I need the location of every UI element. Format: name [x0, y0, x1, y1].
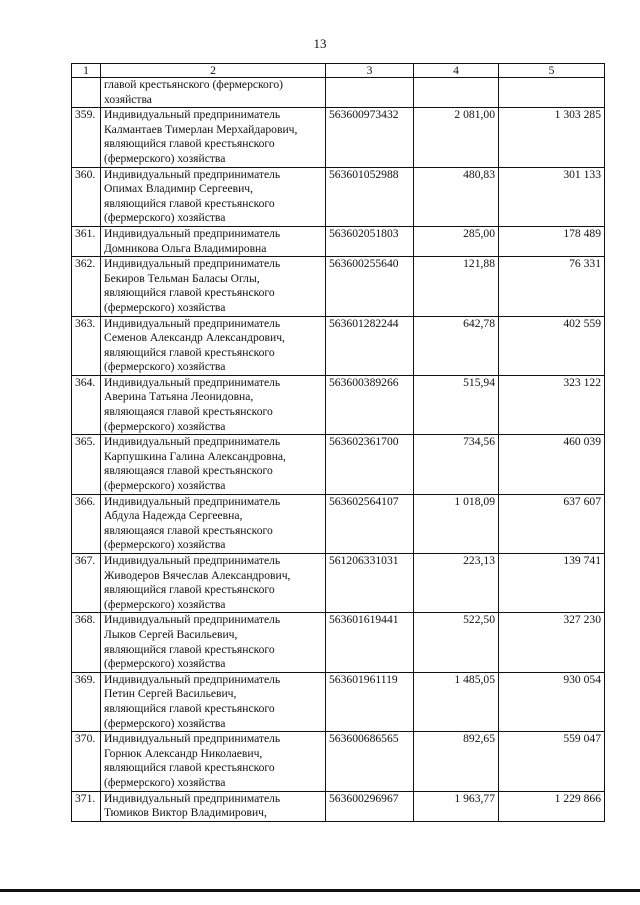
row-number-cell: 362.	[72, 257, 101, 316]
entrepreneur-name-cell: Индивидуальный предприниматель Абдула Надежда Сергеевна, являющаяся главой крестьянского (фермерского) хозяйства	[101, 494, 326, 553]
area-cell: 734,56	[414, 435, 499, 494]
inn-cell: 563601052988	[326, 167, 414, 226]
inn-cell: 563602361700	[326, 435, 414, 494]
row-number-cell: 366.	[72, 494, 101, 553]
entrepreneur-name-cell: Индивидуальный предприниматель Бекиров Тельман Баласы Оглы, являющийся главой крестьянского (фермерского) хозяйства	[101, 257, 326, 316]
amount-cell: 1 303 285	[499, 108, 605, 167]
table-row	[72, 226, 605, 256]
row-number-cell: 361.	[72, 226, 101, 256]
area-cell: 515,94	[414, 375, 499, 434]
amount-cell	[499, 78, 605, 108]
entrepreneur-name-cell: главой крестьянского (фермерского) хозяйства	[101, 78, 326, 108]
entrepreneur-name-cell: Индивидуальный предприниматель Семенов Александр Александрович, являющийся главой крестьянского (фермерского) хозяйства	[101, 316, 326, 375]
row-number-cell: 365.	[72, 435, 101, 494]
amount-cell: 402 559	[499, 316, 605, 375]
header-col-4: 4	[414, 64, 499, 78]
entrepreneur-name-cell: Индивидуальный предприниматель Тюмиков Виктор Владимирович,	[101, 791, 326, 821]
inn-cell: 563601282244	[326, 316, 414, 375]
table-row	[72, 78, 605, 108]
amount-cell: 1 229 866	[499, 791, 605, 821]
area-cell: 522,50	[414, 613, 499, 672]
amount-cell: 139 741	[499, 554, 605, 613]
inn-cell: 561206331031	[326, 554, 414, 613]
table-body	[72, 78, 605, 822]
table-row	[72, 375, 605, 434]
entrepreneur-name-cell: Индивидуальный предприниматель Петин Сергей Васильевич, являющийся главой крестьянского (фермерского) хозяйства	[101, 672, 326, 731]
area-cell: 223,13	[414, 554, 499, 613]
header-col-3: 3	[326, 64, 414, 78]
header-col-1: 1	[72, 64, 101, 78]
entrepreneur-name-cell: Индивидуальный предприниматель Калмантаев Тимерлан Мерхайдарович, являющийся главой крестьянского (фермерского) хозяйства	[101, 108, 326, 167]
inn-cell: 563601961119	[326, 672, 414, 731]
table-row	[72, 108, 605, 167]
header-col-2: 2	[101, 64, 326, 78]
entrepreneur-name-cell: Индивидуальный предприниматель Аверина Татьяна Леонидовна, являющаяся главой крестьянского (фермерского) хозяйства	[101, 375, 326, 434]
entrepreneur-name-cell: Индивидуальный предприниматель Опимах Владимир Сергеевич, являющийся главой крестьянского (фермерского) хозяйства	[101, 167, 326, 226]
area-cell: 480,83	[414, 167, 499, 226]
inn-cell: 563600389266	[326, 375, 414, 434]
area-cell: 892,65	[414, 732, 499, 791]
entrepreneur-name-cell: Индивидуальный предприниматель Домникова Ольга Владимировна	[101, 226, 326, 256]
header-row	[72, 64, 605, 78]
area-cell: 285,00	[414, 226, 499, 256]
inn-cell: 563600686565	[326, 732, 414, 791]
row-number-cell: 371.	[72, 791, 101, 821]
table-row	[72, 494, 605, 553]
table-row	[72, 167, 605, 226]
row-number-cell: 363.	[72, 316, 101, 375]
inn-cell	[326, 78, 414, 108]
amount-cell: 178 489	[499, 226, 605, 256]
amount-cell: 323 122	[499, 375, 605, 434]
row-number-cell: 367.	[72, 554, 101, 613]
row-number-cell: 369.	[72, 672, 101, 731]
area-cell: 1 963,77	[414, 791, 499, 821]
bottom-rule	[0, 889, 640, 892]
row-number-cell	[72, 78, 101, 108]
header-col-5: 5	[499, 64, 605, 78]
table-row	[72, 732, 605, 791]
table-row	[72, 316, 605, 375]
table-row	[72, 791, 605, 821]
inn-cell: 563600255640	[326, 257, 414, 316]
area-cell	[414, 78, 499, 108]
area-cell: 121,88	[414, 257, 499, 316]
table-row	[72, 672, 605, 731]
row-number-cell: 370.	[72, 732, 101, 791]
amount-cell: 930 054	[499, 672, 605, 731]
table-header	[72, 64, 605, 78]
table-row	[72, 554, 605, 613]
entrepreneur-name-cell: Индивидуальный предприниматель Лыков Сергей Васильевич, являющийся главой крестьянского (фермерского) хозяйства	[101, 613, 326, 672]
amount-cell: 559 047	[499, 732, 605, 791]
inn-cell: 563600973432	[326, 108, 414, 167]
entrepreneur-name-cell: Индивидуальный предприниматель Карпушкина Галина Александровна, являющаяся главой крестьянского (фермерского) хозяйства	[101, 435, 326, 494]
amount-cell: 301 133	[499, 167, 605, 226]
inn-cell: 563600296967	[326, 791, 414, 821]
entrepreneur-name-cell: Индивидуальный предприниматель Живодеров Вячеслав Александрович, являющийся главой крестьянского (фермерского) хозяйства	[101, 554, 326, 613]
area-cell: 1 485,05	[414, 672, 499, 731]
row-number-cell: 359.	[72, 108, 101, 167]
row-number-cell: 368.	[72, 613, 101, 672]
amount-cell: 327 230	[499, 613, 605, 672]
table-row	[72, 613, 605, 672]
amount-cell: 637 607	[499, 494, 605, 553]
inn-cell: 563602051803	[326, 226, 414, 256]
row-number-cell: 360.	[72, 167, 101, 226]
row-number-cell: 364.	[72, 375, 101, 434]
table-row	[72, 435, 605, 494]
area-cell: 1 018,09	[414, 494, 499, 553]
page-number: 13	[313, 36, 327, 51]
table-row	[72, 257, 605, 316]
amount-cell: 76 331	[499, 257, 605, 316]
area-cell: 642,78	[414, 316, 499, 375]
inn-cell: 563601619441	[326, 613, 414, 672]
inn-cell: 563602564107	[326, 494, 414, 553]
amount-cell: 460 039	[499, 435, 605, 494]
register-table	[71, 63, 605, 822]
entrepreneur-name-cell: Индивидуальный предприниматель Горнюк Александр Николаевич, являющийся главой крестьянского (фермерского) хозяйства	[101, 732, 326, 791]
area-cell: 2 081,00	[414, 108, 499, 167]
